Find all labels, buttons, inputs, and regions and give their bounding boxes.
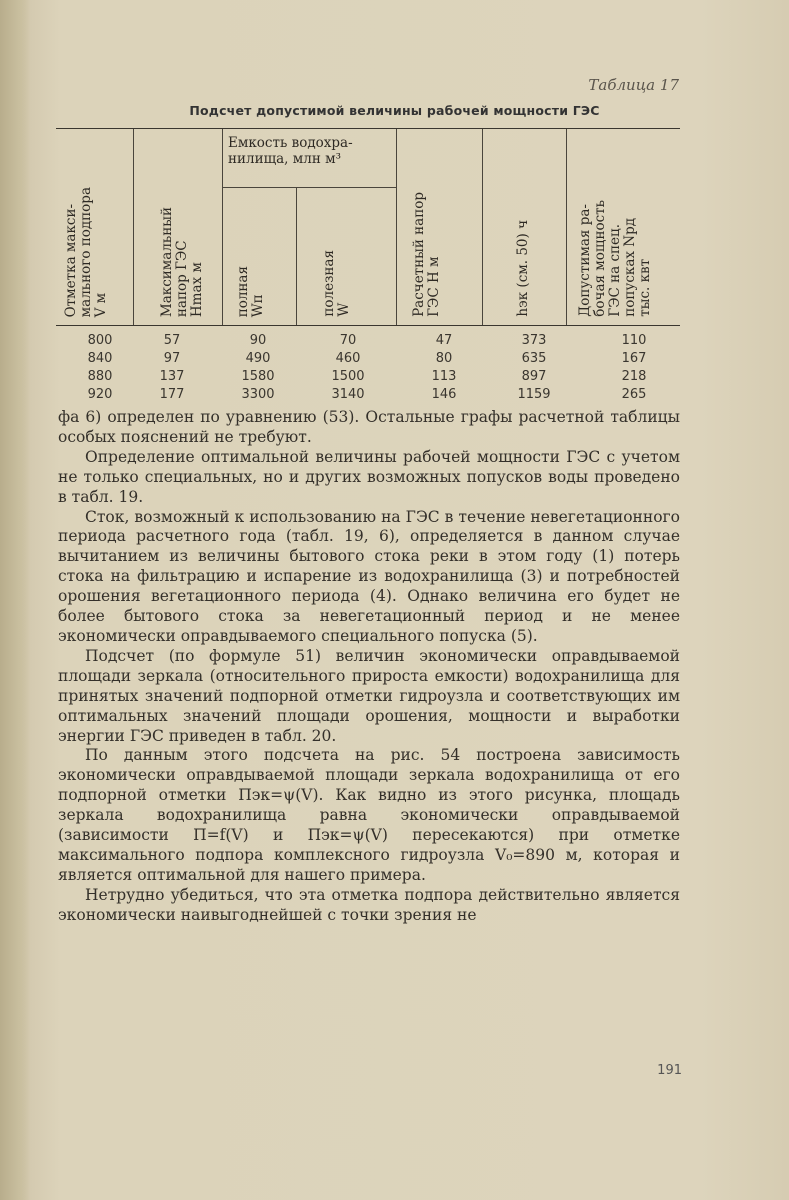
header-hours: hэк (см. 50) ч <box>515 220 531 317</box>
table-number: Таблица 17 <box>588 76 679 94</box>
page-spine-shadow <box>0 0 30 1200</box>
table-row <box>56 369 680 387</box>
table-cell: 80 <box>435 351 453 366</box>
table-cell: 137 <box>159 369 185 384</box>
table-row <box>56 387 680 405</box>
table-cell: 800 <box>87 333 113 348</box>
header-allowed-power: Допустимая ра- бочая мощность ГЭС на спец. попусках Nрд тыс. квт <box>577 200 653 317</box>
column-divider <box>482 129 483 325</box>
table-cell: 265 <box>621 387 647 402</box>
table-cell: 97 <box>163 351 181 366</box>
table-cell: 635 <box>521 351 547 366</box>
table-cell: 897 <box>521 369 547 384</box>
page-number: 191 <box>657 1063 682 1078</box>
table-cell: 70 <box>339 333 357 348</box>
table-cell: 1500 <box>331 369 365 384</box>
table-cell: 3300 <box>241 387 275 402</box>
table-cell: 460 <box>335 351 361 366</box>
table-cell: 840 <box>87 351 113 366</box>
paragraph: Подсчет (по формуле 51) величин экономически оправдываемой площади зеркала (относительного прироста емкости) водохранилища для принятых значений подпорной отметки гидроузла и соответствующих им оптимальных значений площади орошения, мощности и выработки энергии ГЭС приведен в табл. 20. <box>58 646 680 745</box>
column-divider <box>296 187 297 325</box>
paragraph: Сток, возможный к использованию на ГЭС в течение невегетационного периода расчетного года (табл. 19, 6), определяется в данном случае вычитанием из величины бытового стока реки в этом году (1) потерь стока на фильтрацию и испарение из водохранилища (3) и потребностей орошения вегетационного периода (4). Однако величина его будет не более бытового стока за невегетационный период и не менее экономически оправдываемого специального попуска (5). <box>58 507 680 645</box>
paragraph: фа 6) определен по уравнению (53). Остальные графы расчетной таблицы особых пояснений не требуют. <box>58 408 680 446</box>
table-cell: 57 <box>163 333 181 348</box>
table-cell: 177 <box>159 387 185 402</box>
table-row <box>56 351 680 369</box>
paragraph: Определение оптимальной величины рабочей мощности ГЭС с учетом не только специальных, но и других возможных попусков воды проведено в табл. 19. <box>58 447 680 506</box>
header-design-head: Расчетный напор ГЭС H м <box>411 192 442 317</box>
header-useful-capacity: полезная W <box>321 250 352 317</box>
header-total-capacity: полная Wп <box>235 265 266 317</box>
table-cell: 146 <box>431 387 457 402</box>
table-header <box>56 128 680 326</box>
column-divider <box>566 129 567 325</box>
paragraph: Нетрудно убедиться, что эта отметка подпора действительно является экономически наивыгоднейшей с точки зрения не <box>58 885 680 924</box>
table-cell: 167 <box>621 351 647 366</box>
table-cell: 3140 <box>331 387 365 402</box>
table-cell: 47 <box>435 333 453 348</box>
table-row <box>56 333 680 351</box>
column-divider <box>133 129 134 325</box>
header-max-head: Максимальный напор ГЭС Hmax м <box>159 206 205 317</box>
table-cell: 1159 <box>517 387 551 402</box>
table-cell: 1580 <box>241 369 275 384</box>
table-cell: 90 <box>249 333 267 348</box>
group-divider <box>222 187 396 188</box>
header-max-level: Отметка макси- мального подпора V м <box>63 186 109 317</box>
paragraph: По данным этого подсчета на рис. 54 построена зависимость экономически оправдываемой площади зеркала водохранилища от его подпорной отметки Пэк=ψ(V). Как видно из этого рисунка, площадь зеркала водохранилища равна экономически оправдываемой (зависимости П=f(V) и Пэк=ψ(V) пересекаются) при отметке максимального подпора комплексного гидроузла V₀=890 м, которая и является оптимальной для нашего примера. <box>58 746 680 884</box>
table-cell: 920 <box>87 387 113 402</box>
table-cell: 880 <box>87 369 113 384</box>
body-text <box>58 408 680 926</box>
table-cell: 373 <box>521 333 547 348</box>
table-cell: 218 <box>621 369 647 384</box>
table-cell: 110 <box>621 333 647 348</box>
table-cell: 490 <box>245 351 271 366</box>
header-reservoir-capacity: Емкость водохра- нилища, млн м³ <box>228 135 353 167</box>
table-cell: 113 <box>431 369 457 384</box>
column-divider <box>222 129 223 325</box>
table-title: Подсчет допустимой величины рабочей мощности ГЭС <box>189 103 600 118</box>
